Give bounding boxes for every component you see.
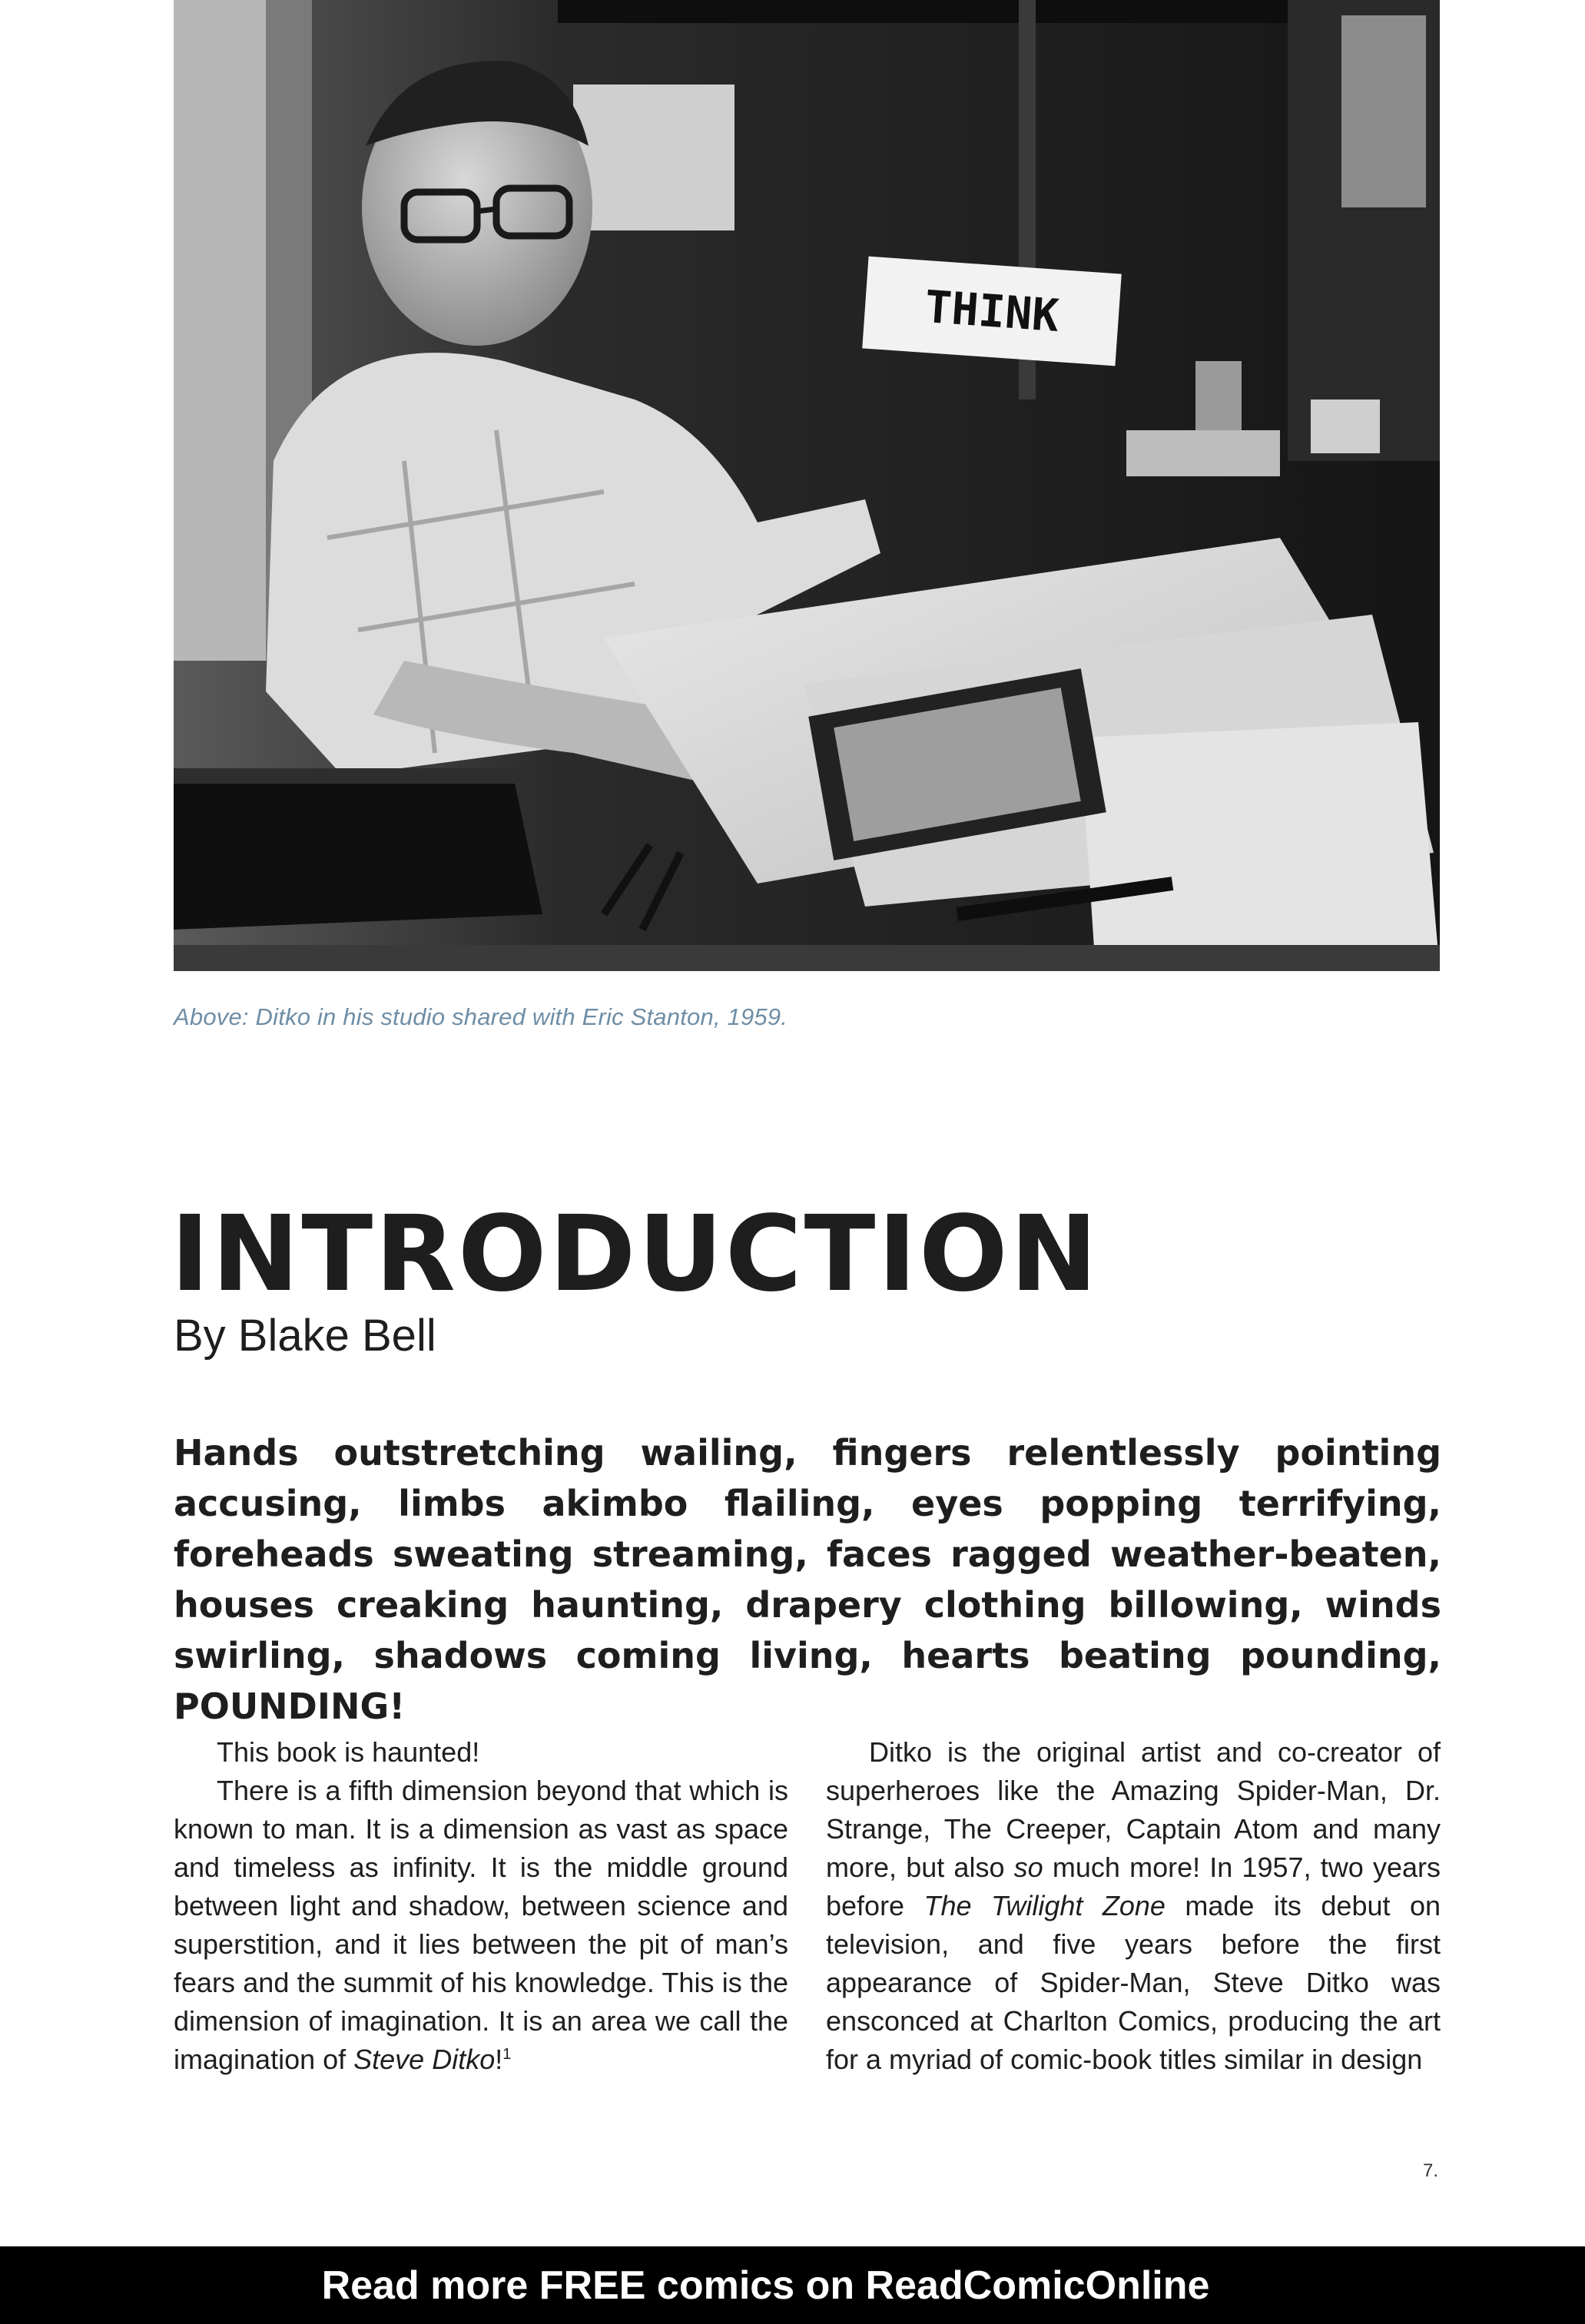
- left-paragraph-2-text: There is a fifth dimension beyond that which is known to man. It is a dimension as vast as space and timeless as infinity. It is the middle ground between light and shadow, between science and superstition, and it lies between the pit of man’s fears and the summit of his knowledge. This is the dimension of imagination. It is an area we call the imagination of: [174, 1775, 788, 2075]
- think-sign-text: THINK: [923, 280, 1061, 343]
- right-column: [826, 1733, 1441, 2079]
- left-paragraph-2-end: !: [495, 2044, 503, 2075]
- photo-caption: Above: Ditko in his studio shared with Eric Stanton, 1959.: [174, 1003, 788, 1030]
- left-paragraph-1: This book is haunted!: [217, 1736, 480, 1768]
- page-number: 7.: [1423, 2160, 1439, 2181]
- right-text-1: Ditko is the original artist and co-creator of superheroes like the Amazing Spider-Man, Dr. Strange, The Creeper, Captain Atom and many more, but also: [826, 1736, 1441, 1883]
- byline: By Blake Bell: [174, 1311, 436, 1361]
- left-paragraph-2-name: Steve Ditko: [353, 2044, 496, 2075]
- right-text-3: made its debut on television, and five years before the first appearance of Spider-Man, Steve Ditko was ensconced at Charlton Comics, producing the art for a myriad of comic-book titles similar in design: [826, 1890, 1441, 2075]
- right-text-show: The Twilight Zone: [923, 1890, 1166, 1921]
- right-paragraph-1: [826, 1733, 1441, 2079]
- left-column: [174, 1733, 788, 2079]
- lead-paragraph: Hands outstretching wailing, fingers relentlessly pointing accusing, limbs akimbo flailing, eyes popping terrifying, foreheads sweating streaming, faces ragged weather-beaten, houses creaking haunting, drapery clothing billowing, winds swirling, shadows coming living, hearts beating pounding, POUNDING!: [174, 1432, 1441, 1727]
- right-text-2: much more! In 1957, two years before: [826, 1852, 1441, 1921]
- right-text-so: so: [1013, 1852, 1043, 1883]
- promo-banner-text[interactable]: Read more FREE comics on ReadComicOnline: [321, 2263, 1210, 2308]
- think-sign: [862, 257, 1122, 366]
- page-title: INTRODUCTION: [171, 1194, 1100, 1315]
- promo-banner[interactable]: [0, 2246, 1585, 2324]
- left-paragraph-2: [174, 1772, 788, 2079]
- studio-photo: [174, 0, 1440, 971]
- footnote-marker: 1: [502, 2046, 512, 2063]
